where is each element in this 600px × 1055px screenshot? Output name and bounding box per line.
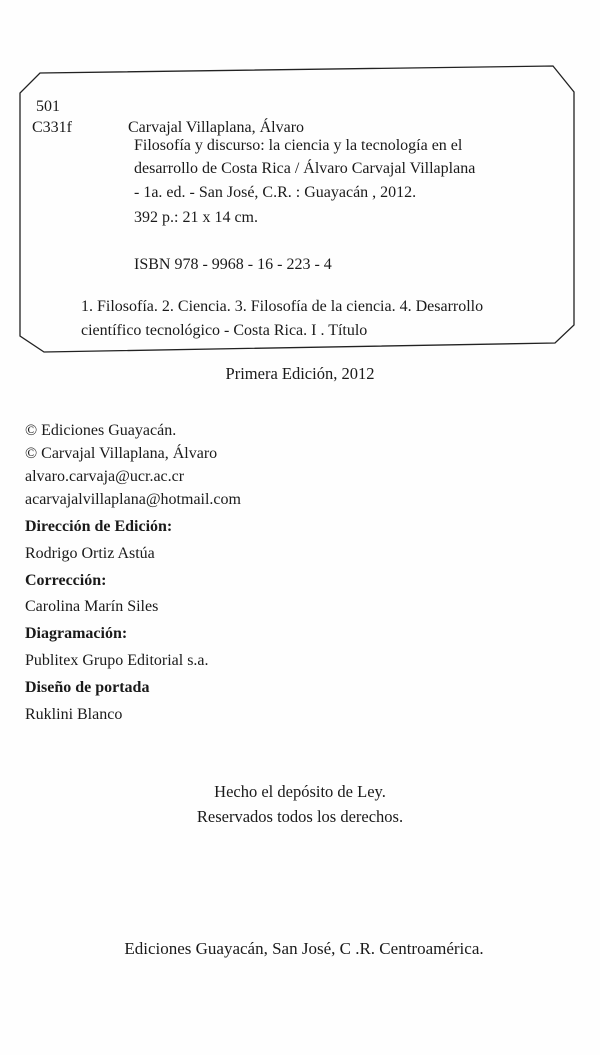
class-number: 501 xyxy=(36,98,60,115)
catalog-title-line: Filosofía y discurso: la ciencia y la tecnología en el xyxy=(134,137,463,154)
author-email: alvaro.carvaja@ucr.ac.cr xyxy=(25,468,185,485)
catalog-subject-line: 1. Filosofía. 2. Ciencia. 3. Filosofía de la ciencia. 4. Desarrollo xyxy=(81,298,484,315)
copyright-line: © Ediciones Guayacán. xyxy=(25,422,177,439)
credit-role: Diseño de portada xyxy=(25,679,150,696)
edition-line: Primera Edición, 2012 xyxy=(225,364,375,383)
catalog-subject-line: científico tecnológico - Costa Rica. I . Título xyxy=(81,322,368,339)
catalog-title-line: - 1a. ed. - San José, C.R. : Guayacán , 2012. xyxy=(134,184,417,201)
credit-role: Corrección: xyxy=(25,572,107,589)
isbn: ISBN 978 - 9968 - 16 - 223 - 4 xyxy=(134,256,332,273)
credit-role: Diagramación: xyxy=(25,625,128,642)
catalog-author: Carvajal Villaplana, Álvaro xyxy=(128,119,305,136)
credit-name: Rodrigo Ortiz Astúa xyxy=(25,545,155,562)
author-email: acarvajalvillaplana@hotmail.com xyxy=(25,491,241,508)
credit-name: Carolina Marín Siles xyxy=(25,598,159,615)
cutter-number: C331f xyxy=(32,119,72,136)
credit-role: Dirección de Edición: xyxy=(25,518,173,535)
copyright-line: © Carvajal Villaplana, Álvaro xyxy=(25,445,218,462)
catalog-title-line: desarrollo de Costa Rica / Álvaro Carvajal Villaplana xyxy=(134,160,476,177)
rights-reserved: Reservados todos los derechos. xyxy=(196,807,404,826)
publisher-footer: Ediciones Guayacán, San José, C .R. Centroamérica. xyxy=(124,939,484,958)
legal-deposit: Hecho el depósito de Ley. xyxy=(214,782,386,801)
catalog-title-line: 392 p.: 21 x 14 cm. xyxy=(134,209,258,226)
credit-name: Ruklini Blanco xyxy=(25,706,123,723)
credit-name: Publitex Grupo Editorial s.a. xyxy=(25,652,209,669)
